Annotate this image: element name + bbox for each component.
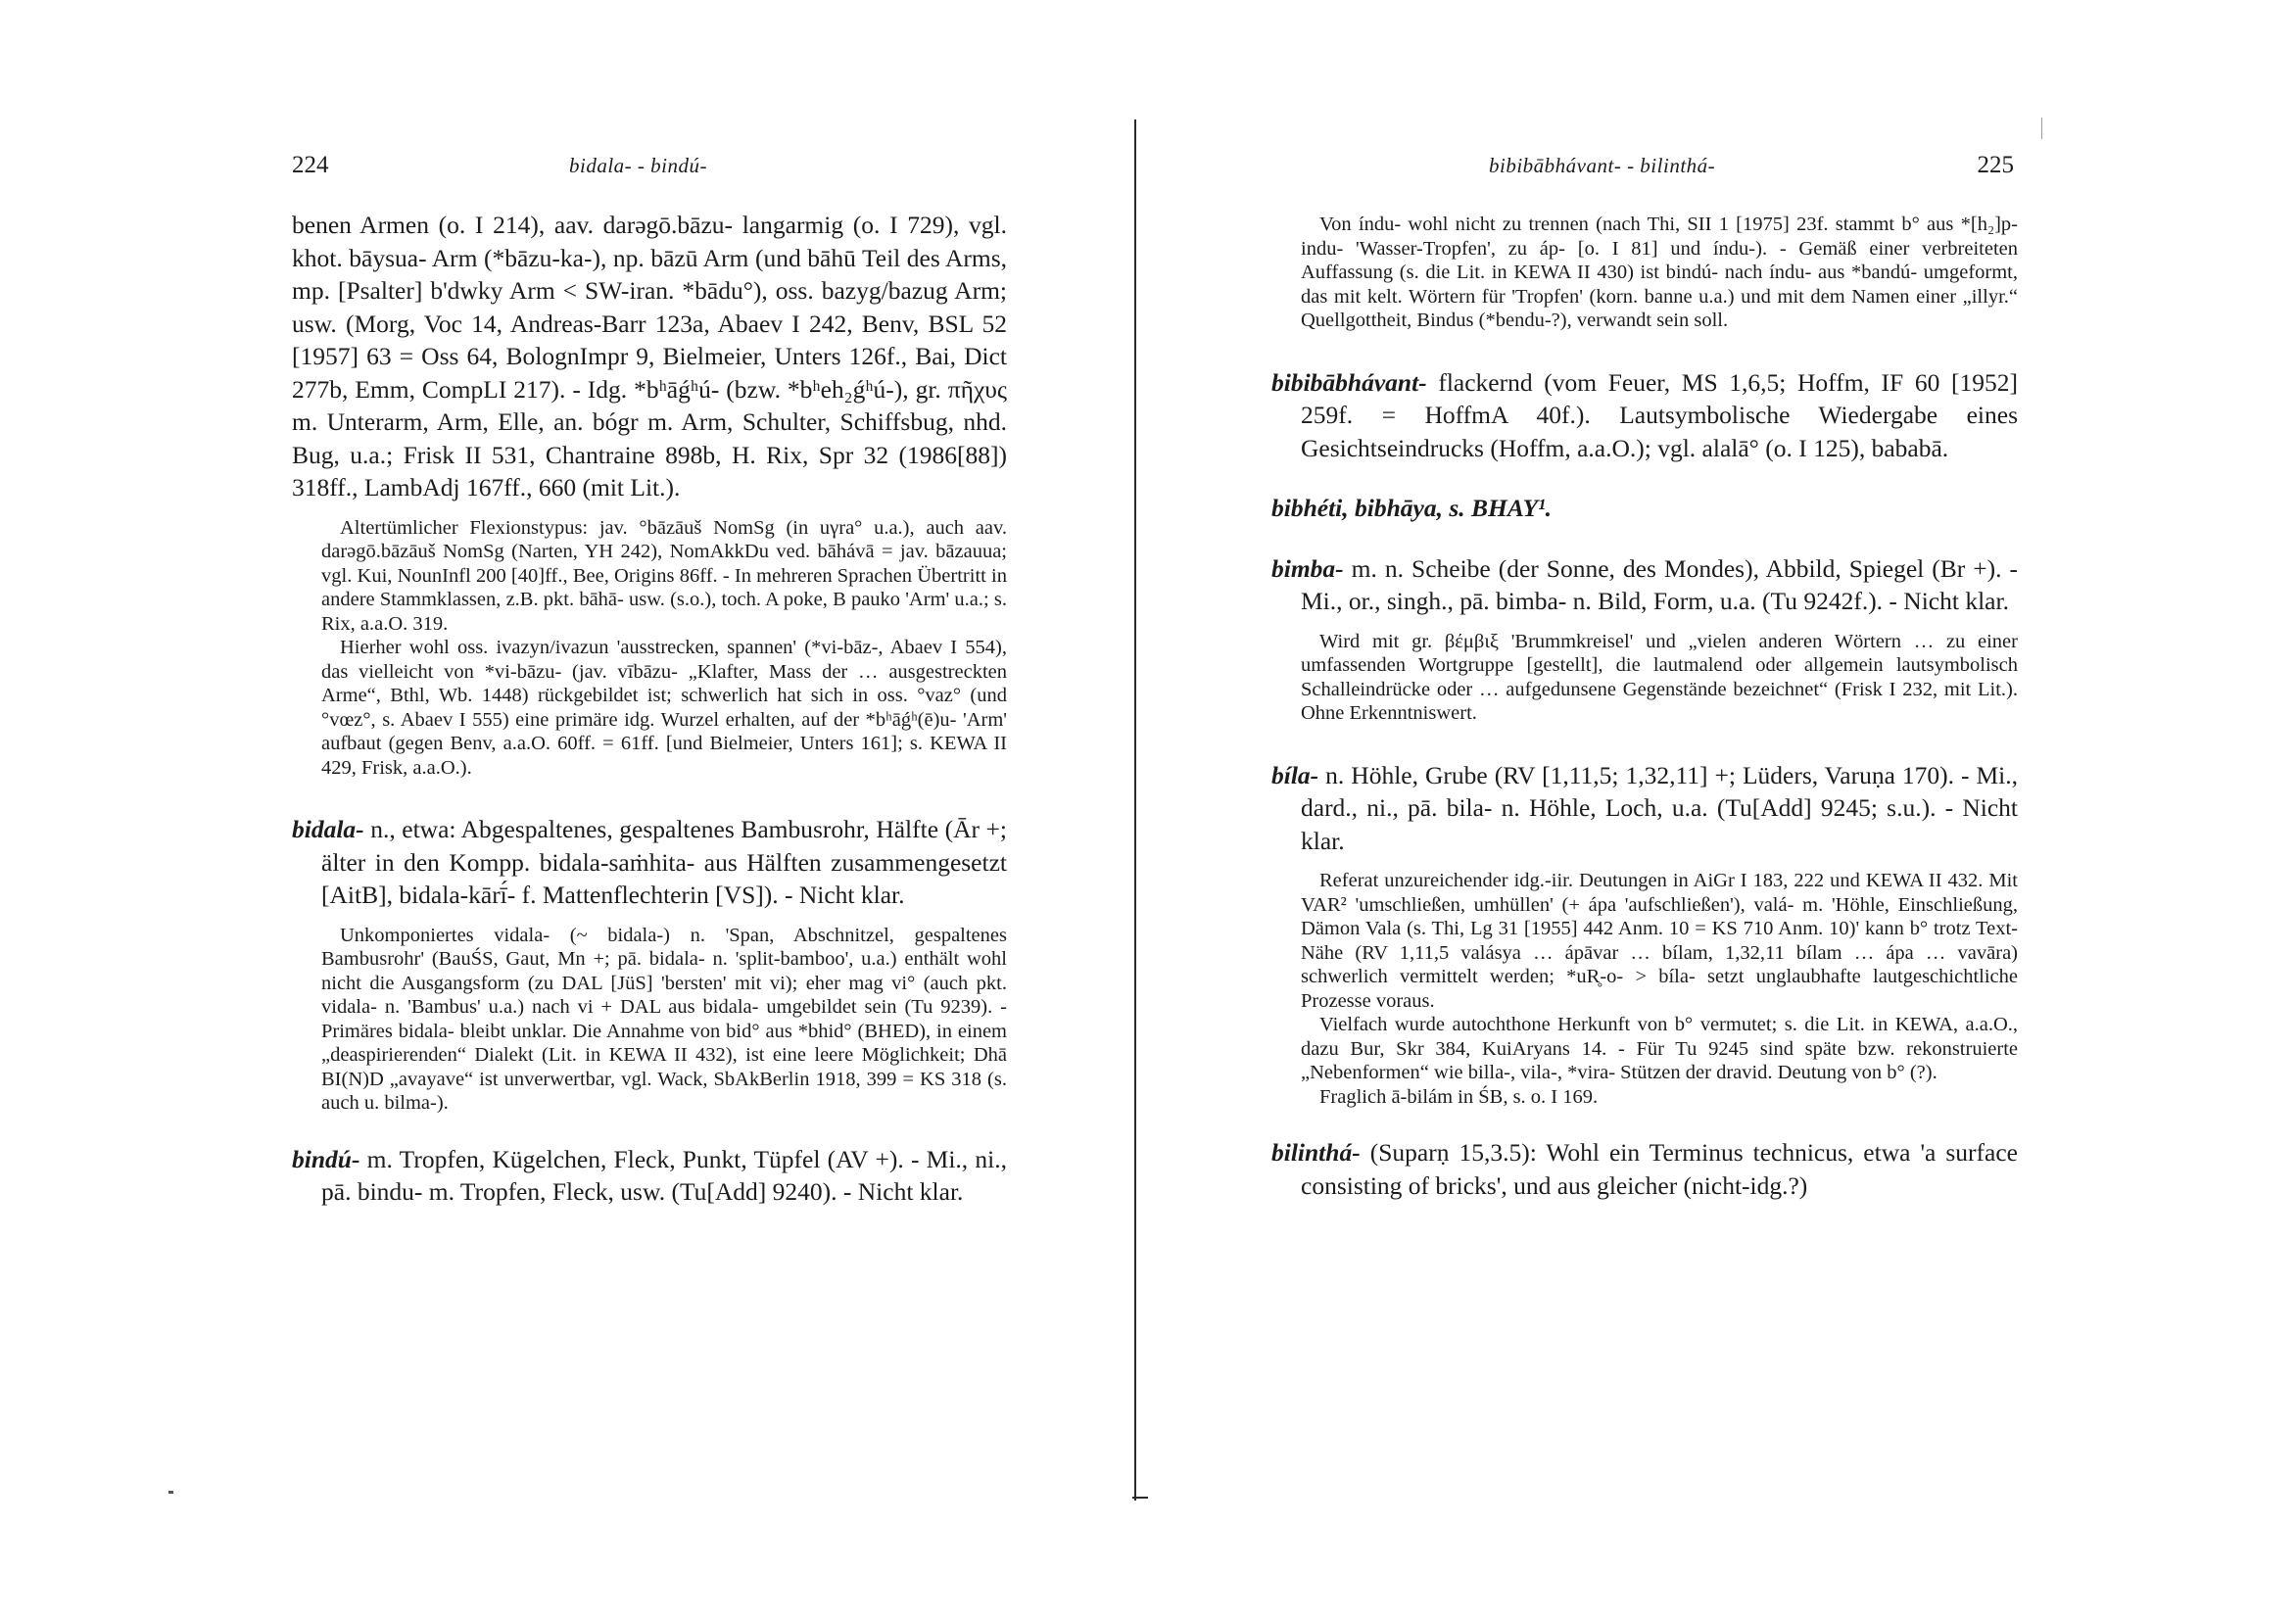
- right-page-body: [1271, 213, 2018, 1202]
- note-block-bidala: [292, 924, 1007, 1116]
- gutter-mark: [1132, 1497, 1148, 1499]
- right-page-number: 225: [1977, 152, 2014, 178]
- entry-text: n. Höhle, Grube (RV [1,11,5; 1,32,11] +; Lüders, Varuṇa 170). - Mi., dard., ni., pā. bila- n. Höhle, Loch, u.a. (Tu[Add] 9245; s.u.). - Nicht klar.: [1301, 760, 2018, 855]
- note-paragraph: Referat unzureichender idg.-iir. Deutungen in AiGr I 183, 222 und KEWA II 432. Mit VAR² 'umschließen, umhüllen' (+ ápa 'aufschließen'), valá- m. 'Höhle, Einschließung, Dämon Vala (s. Thi, Lg 31 [1955] 442 Anm. 10 = KS 710 Anm. 10)' kann b° trotz Text-Nähe (RV 1,11,5 valásya … ápāvar … bílam, 1,32,11 bílam … ápa … vavāra) schwerlich vermittelt werden; *uR̥-o- > bíla- setzt unglaubhafte lautgeschichtliche Prozesse voraus.: [1301, 870, 2018, 1012]
- left-page-number: 224: [292, 152, 329, 178]
- entry-text: m. n. Scheibe (der Sonne, des Mondes), Abbild, Spiegel (Br +). - Mi., or., singh., pā. bimba- n. Bild, Form, u.a. (Tu 9242f.). - Nicht klar.: [1301, 553, 2018, 615]
- left-running-head: bidala- - bindú-: [569, 154, 707, 177]
- note-paragraph: Fraglich ā-bilám in ŚB, s. o. I 169.: [1319, 1085, 1599, 1108]
- entry-bibheti: [1271, 492, 2018, 525]
- entry-text: flackernd (vom Feuer, MS 1,6,5; Hoffm, IF 60 [1952] 259f. = HoffmA 40f.). Lautsymbolische Wiedergabe eines Gesichtseindrucks (Hoffm, a.a.O.); vgl. alalā° (o. I 125), bababā.: [1301, 367, 2018, 462]
- entry-bidala: [292, 813, 1007, 912]
- note-block-bila: [1271, 869, 2018, 1109]
- page-edge-mark: [2041, 118, 2042, 139]
- right-page-header: [1271, 152, 2018, 191]
- note-paragraph: Wird mit gr. βέμβιξ 'Brummkreisel' und „vielen anderen Wörtern … zu einer umfassenden Wortgruppe [gestellt], die lautmalend oder allgemein lautsymbolisch Schalleindrücke oder … aufgedunsene Gegenstände bezeichnet“ (Frisk I 232, mit Lit.). Ohne Erkenntniswert.: [1301, 630, 2018, 724]
- lemma-bibheti: bibhéti, bibhāya, s. BHAY¹.: [1271, 494, 1553, 522]
- right-running-head: bibibābhávant- - bilinthá-: [1489, 154, 1716, 177]
- note-paragraph: Unkomponiertes vidala- (~ bidala-) n. 'Span, Abschnitzel, gespaltenes Bambusrohr' (BauŚS, Gaut, Mn +; pā. bidala- n. 'split-bamboo', u.a.) enthält wohl nicht die Ausgangsform (zu DAL [JüS] 'bersten' mit vi); eher mag vi° (auch pkt. vidala- n. 'Bambus' u.a.) nach vi + DAL aus bidala- umgebildet sein (Tu 9239). - Primäres bidala- bleibt unklar. Die Annahme von bid° aus *bhid° (BHED), in einem „deaspirierenden“ Dialekt (Lit. in KEWA II 432), ist eine leere Möglichkeit; Dhā BI(N)D „avayave“ ist unverwertbar, vgl. Wack, SbAkBerlin 1918, 399 = KS 318 (s. auch u. bilma-).: [321, 924, 1007, 1114]
- note-block-bimba: [1271, 630, 2018, 726]
- note-paragraph: Vielfach wurde autochthone Herkunft von b° vermutet; s. die Lit. in KEWA, a.a.O., dazu Bur, Skr 384, KuiAryans 14. - Für Tu 9245 sind späte bzw. rekonstruierte „Nebenformen“ wie billa-, vila-, *vira- Stützen der dravid. Deutung von b° (?).: [1301, 1014, 2018, 1083]
- note-paragraph: Von índu- wohl nicht zu trennen (nach Thi, SII 1 [1975] 23f. stammt b° aus *[h₂]p-indu- 'Wasser-Tropfen', zu áp- [o. I 81] und índu-). - Gemäß einer verbreiteten Auffassung (s. die Lit. in KEWA II 430) ist bindú- nach índu- aus *bandú- umgeformt, das mit kelt. Wörtern für 'Tropfen' (korn. banne u.a.) und mit dem Namen einer „illyr.“ Quellgottheit, Bindus (*bendu-?), verwandt sein soll.: [1301, 214, 2018, 331]
- note-block-bindu: [1271, 213, 2018, 333]
- entry-text: (Suparṇ 15,3.5): Wohl ein Terminus technicus, etwa 'a surface consisting of bricks', und aus gleicher (nicht-idg.?): [1301, 1138, 2018, 1200]
- lemma-bindu: bindú-: [292, 1144, 360, 1173]
- lemma-bilintha: bilinthá-: [1271, 1138, 1361, 1167]
- entry-text: m. Tropfen, Kügelchen, Fleck, Punkt, Tüpfel (AV +). - Mi., ni., pā. bindu- m. Tropfen, Fleck, usw. (Tu[Add] 9240). - Nicht klar.: [321, 1144, 1007, 1206]
- entry-bilintha: [1271, 1136, 2018, 1202]
- lemma-bidala: bidala-: [292, 815, 364, 843]
- entry-bibibabhavant: [1271, 366, 2018, 465]
- note-block-bahu: [292, 516, 1007, 781]
- continuation-paragraph: benen Armen (o. I 214), aav. darəgō.bāzu- langarmig (o. I 729), vgl. khot. bāysua- Arm (*bāzu-ka-), np. bāzū Arm (und bāhū Teil des Arms, mp. [Psalter] b'dwky Arm < SW-iran. *bādu°), oss. bazyg/bazug Arm; usw. (Morg, Voc 14, Andreas-Barr 123a, Abaev I 242, Benv, BSL 52 [1957] 63 = Oss 64, BolognImpr 9, Bielmeier, Unters 126f., Bai, Dict 277b, Emm, CompLI 217). - Idg. *bʰāǵʰú- (bzw. *bʰeh₂ǵʰú-), gr. πῆχυς m. Unterarm, Arm, Elle, an. bógr m. Arm, Schulter, Schiffsbug, nhd. Bug, u.a.; Frisk II 531, Chantraine 898b, H. Rix, Spr 32 (1986[88]) 318ff., LambAdj 167ff., 660 (mit Lit.).: [292, 211, 1007, 501]
- entry-bimba: [1271, 552, 2018, 618]
- note-paragraph: Hierher wohl oss. ivazyn/ivazun 'ausstrecken, spannen' (*vi-bāz-, Abaev I 554), das vielleicht von *vi-bāzu- (jav. vībāzu- „Klafter, Mass der … ausgestreckten Arme“, Bthl, Wb. 1448) rückgebildet ist; schwerlich hat sich in oss. °vaz° (und °vœz°, s. Abaev I 555) eine primäre idg. Wurzel erhalten, auf der *bʰāǵʰ(ē)u- 'Arm' aufbaut (gegen Benv, a.a.O. 60ff. = 61ff. [und Bielmeier, Unters 161]; s. KEWA II 429, Frisk, a.a.O.).: [321, 637, 1007, 779]
- left-page-body: [292, 209, 1007, 1209]
- entry-bindu: [292, 1143, 1007, 1209]
- entry-bila: [1271, 759, 2018, 858]
- entry-text: n., etwa: Abgespaltenes, gespaltenes Bambusrohr, Hälfte (Ār +; älter in den Kompp. bidala-saṁhita- aus Hälften zusammengesetzt [AitB], bidala-kārī́- f. Mattenflechterin [VS]). - Nicht klar.: [321, 815, 1007, 909]
- book-gutter-line: [1134, 119, 1136, 1501]
- lemma-bimba: bimba-: [1271, 553, 1344, 583]
- left-page-header: [292, 152, 1007, 191]
- lemma-bibibabhavant: bibibābhávant-: [1271, 367, 1427, 397]
- lemma-bila: bíla-: [1271, 760, 1319, 789]
- scan-speck: [168, 1491, 173, 1494]
- note-paragraph: Altertümlicher Flexionstypus: jav. °bāzāuš NomSg (in uγra° u.a.), auch aav. darəgō.bāzāuš NomSg (Narten, YH 242), NomAkkDu ved. bāhávā = jav. bāzauua; vgl. Kui, NounInfl 200 [40]ff., Bee, Origins 86ff. - In mehreren Sprachen Übertritt in andere Stammklassen, z.B. pkt. bāhā- usw. (s.o.), toch. A poke, B pauko 'Arm' u.a.; s. Rix, a.a.O. 319.: [321, 516, 1007, 635]
